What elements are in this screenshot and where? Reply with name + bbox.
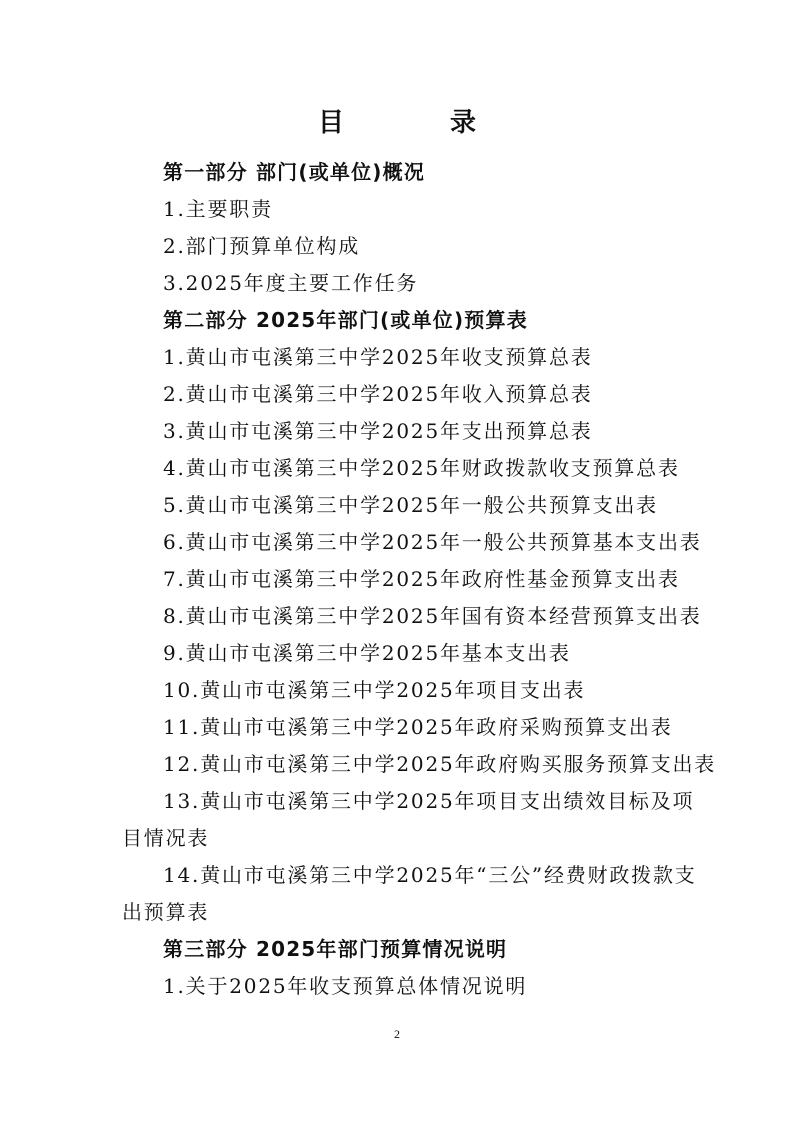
toc-item: 3.2025年度主要工作任务 — [163, 271, 419, 295]
section-heading: 第三部分 2025年部门预算情况说明 — [163, 937, 508, 961]
toc-item: 3.黄山市屯溪第三中学2025年支出预算总表 — [163, 419, 593, 443]
toc-item: 1.关于2025年收支预算总体情况说明 — [163, 974, 528, 998]
toc-item: 5.黄山市屯溪第三中学2025年一般公共预算支出表 — [163, 493, 658, 517]
toc-item: 10.黄山市屯溪第三中学2025年项目支出表 — [163, 678, 586, 702]
toc-item: 9.黄山市屯溪第三中学2025年基本支出表 — [163, 641, 571, 665]
toc-item: 8.黄山市屯溪第三中学2025年国有资本经营预算支出表 — [163, 604, 702, 628]
toc-item: 1.主要职责 — [163, 197, 273, 221]
toc-item: 1.黄山市屯溪第三中学2025年收支预算总表 — [163, 345, 593, 369]
page-number: 2 — [394, 1027, 400, 1041]
toc-item: 11.黄山市屯溪第三中学2025年政府采购预算支出表 — [163, 715, 673, 739]
toc-item: 2.黄山市屯溪第三中学2025年收入预算总表 — [163, 382, 593, 406]
section-heading: 第二部分 2025年部门(或单位)预算表 — [163, 308, 528, 332]
toc-item: 13.黄山市屯溪第三中学2025年项目支出绩效目标及项目情况表 — [122, 789, 695, 850]
toc-item: 4.黄山市屯溪第三中学2025年财政拨款收支预算总表 — [163, 456, 680, 480]
toc-title: 目 录 — [317, 108, 516, 138]
toc-item: 6.黄山市屯溪第三中学2025年一般公共预算基本支出表 — [163, 530, 702, 554]
toc-item: 2.部门预算单位构成 — [163, 234, 361, 258]
toc-item: 14.黄山市屯溪第三中学2025年“三公”经费财政拨款支出预算表 — [122, 863, 697, 924]
toc-item: 7.黄山市屯溪第三中学2025年政府性基金预算支出表 — [163, 567, 680, 591]
section-heading: 第一部分 部门(或单位)概况 — [163, 160, 426, 184]
toc-item: 12.黄山市屯溪第三中学2025年政府购买服务预算支出表 — [163, 752, 717, 776]
toc-list — [122, 154, 717, 1005]
